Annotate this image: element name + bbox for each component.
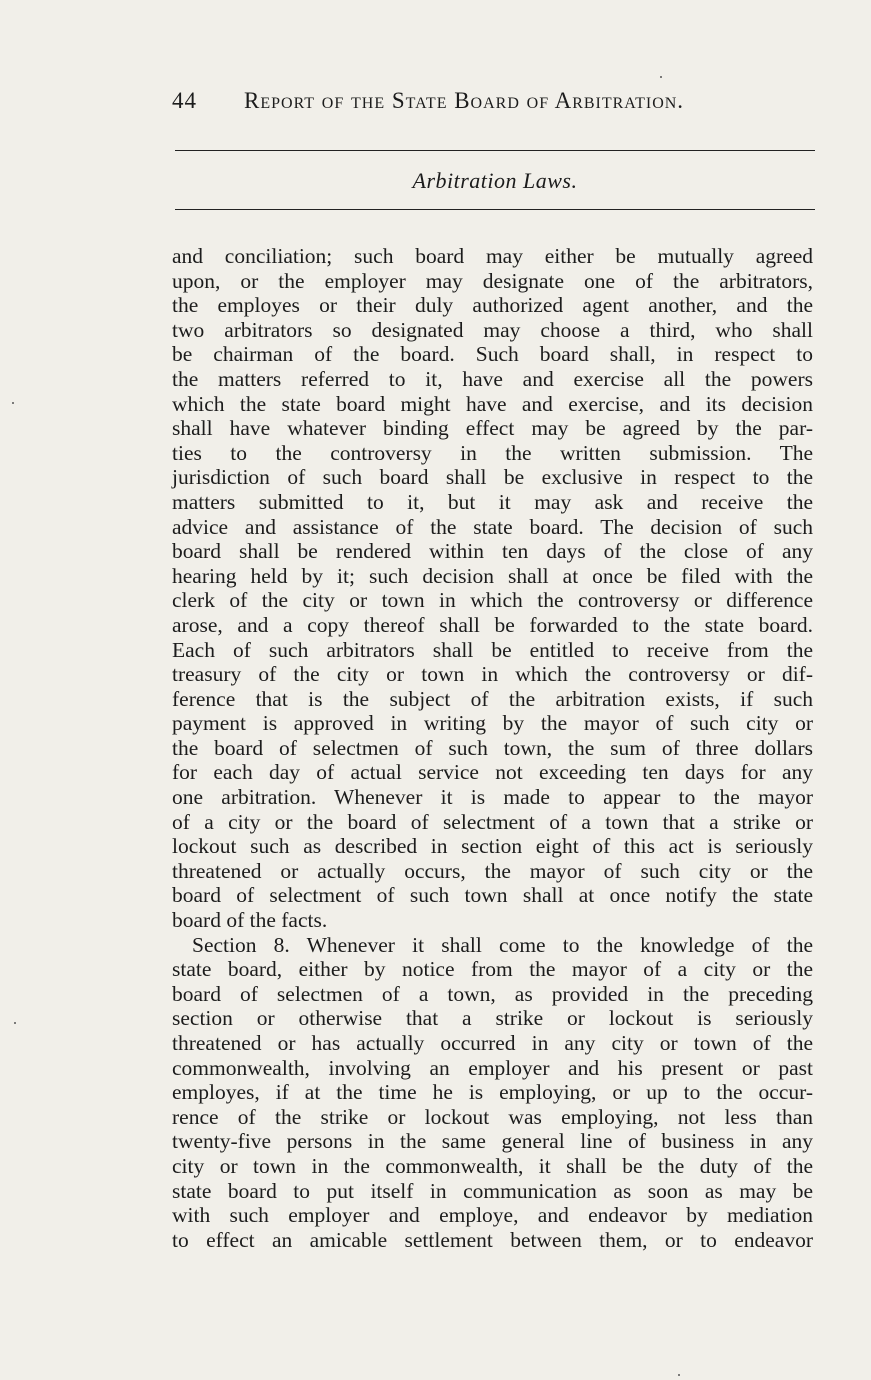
text-line: commonwealth, involving an employer and his present or past — [172, 1055, 813, 1080]
text-line: which the state board might have and exercise, and its decision — [172, 391, 813, 416]
header-rule-top — [175, 150, 815, 151]
text-line: ties to the controversy in the written submission. The — [172, 440, 813, 465]
text-line: Each of such arbitrators shall be entitled to receive from the — [172, 637, 813, 662]
text-line: treasury of the city or town in which the controversy or dif- — [172, 662, 813, 687]
text-line: the employes or their duly authorized agent another, and the — [172, 293, 813, 318]
body-text — [172, 244, 813, 1252]
text-line: board of selectment of such town shall at once notify the state — [172, 883, 813, 908]
running-title: Report of the State Board of Arbitration. — [244, 88, 685, 113]
page-number: 44 — [172, 88, 197, 113]
text-line: board of the facts. — [172, 908, 328, 933]
text-line: state board to put itself in communication as soon as may be — [172, 1178, 813, 1203]
text-line: city or town in the commonwealth, it shall be the duty of the — [172, 1153, 813, 1178]
text-line: employes, if at the time he is employing, or up to the occur- — [172, 1080, 813, 1105]
text-line: Section 8. Whenever it shall come to the knowledge of the — [192, 932, 813, 957]
text-line: hearing held by it; such decision shall at once be filed with the — [172, 563, 813, 588]
text-line: clerk of the city or town in which the controversy or difference — [172, 588, 813, 613]
text-line: state board, either by notice from the mayor of a city or the — [172, 957, 813, 982]
text-line: board of selectmen of a town, as provided in the preceding — [172, 981, 813, 1006]
text-line: advice and assistance of the state board. The decision of such — [172, 514, 813, 539]
text-line: be chairman of the board. Such board shall, in respect to — [172, 342, 813, 367]
text-line: upon, or the employer may designate one of the arbitrators, — [172, 268, 813, 293]
text-line: one arbitration. Whenever it is made to appear to the mayor — [172, 785, 813, 810]
text-line: the matters referred to it, have and exercise all the powers — [172, 366, 813, 391]
text-line: board shall be rendered within ten days of the close of any — [172, 539, 813, 564]
text-line: rence of the strike or lockout was employing, not less than — [172, 1104, 813, 1129]
text-line: matters submitted to it, but it may ask and receive the — [172, 489, 813, 514]
header-rule-bottom — [175, 209, 815, 210]
text-line: jurisdiction of such board shall be exclusive in respect to the — [172, 465, 813, 490]
section-heading: Arbitration Laws. — [412, 168, 578, 193]
text-line: arose, and a copy thereof shall be forwarded to the state board. — [172, 612, 813, 637]
text-line: the board of selectmen of such town, the sum of three dollars — [172, 735, 813, 760]
scan-speck — [14, 1022, 16, 1024]
text-line: two arbitrators so designated may choose a third, who shall — [172, 317, 813, 342]
text-line: with such employer and employe, and endeavor by mediation — [172, 1203, 813, 1228]
text-line: lockout such as described in section eight of this act is seriously — [172, 834, 813, 859]
text-line: threatened or has actually occurred in any city or town of the — [172, 1031, 813, 1055]
text-line: payment is approved in writing by the mayor of such city or — [172, 711, 813, 736]
scan-speck — [660, 76, 662, 78]
text-line: twenty-five persons in the same general line of business in any — [172, 1129, 813, 1154]
running-head — [172, 88, 812, 122]
text-line: section or otherwise that a strike or lockout is seriously — [172, 1006, 813, 1031]
text-line: for each day of actual service not exceeding ten days for any — [172, 760, 813, 785]
text-line: shall have whatever binding effect may be agreed by the par- — [172, 416, 813, 441]
text-line: threatened or actually occurs, the mayor of such city or the — [172, 858, 813, 883]
text-line: to effect an amicable settlement between them, or to endeavor — [172, 1227, 813, 1252]
text-line: of a city or the board of selectment of a town that a strike or — [172, 809, 813, 834]
scan-speck — [678, 1374, 680, 1376]
scan-speck — [12, 402, 14, 404]
text-line: and conciliation; such board may either be mutually agreed — [172, 244, 813, 268]
text-line: ference that is the subject of the arbitration exists, if such — [172, 686, 813, 711]
